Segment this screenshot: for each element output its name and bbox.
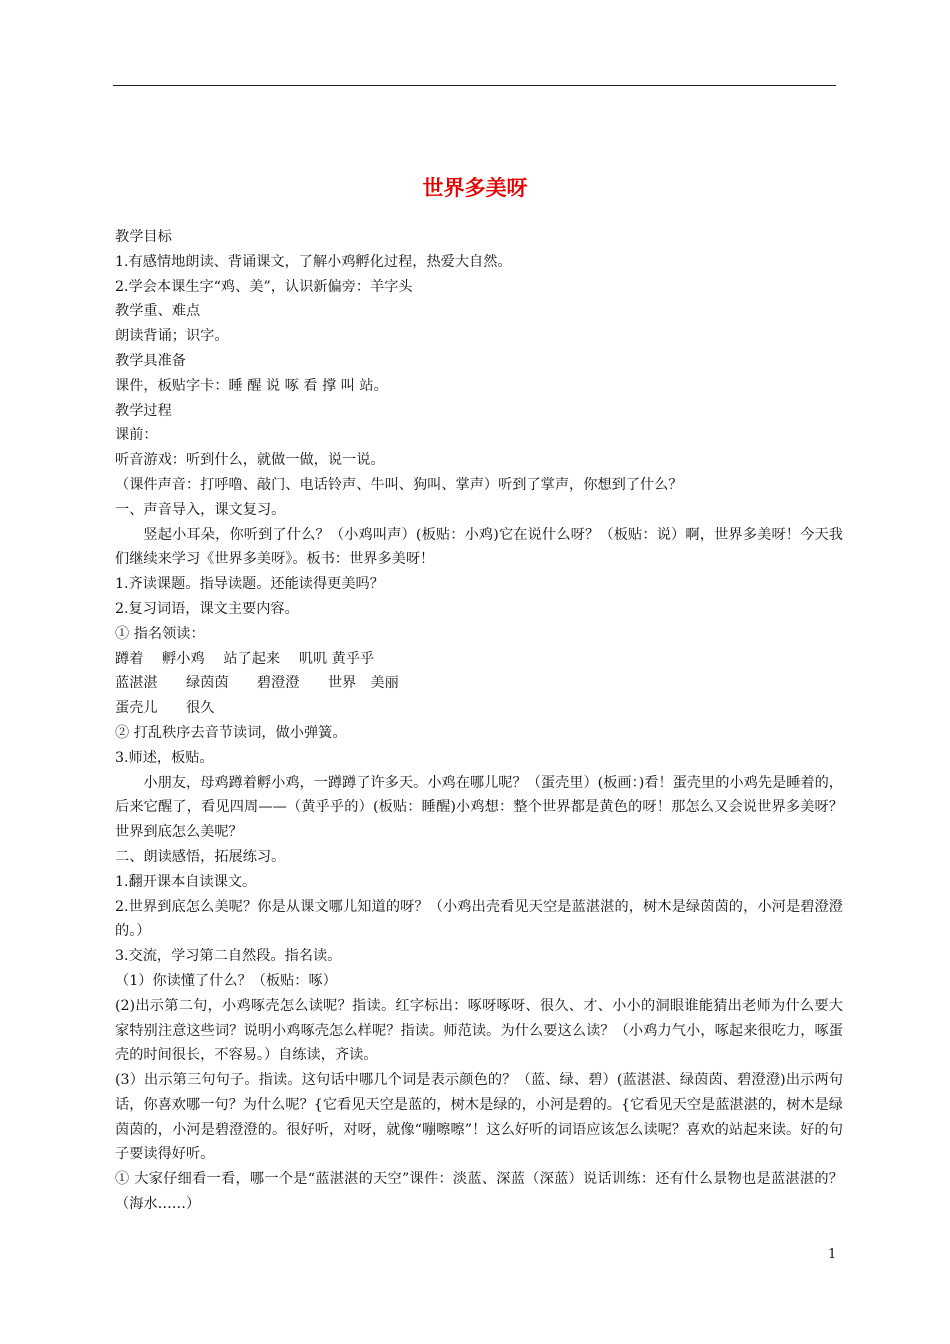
- narration-paragraph: 小朋友，母鸡蹲着孵小鸡，一蹲蹲了许多天。小鸡在哪儿呢？（蛋壳里）(板画：)看！蛋壳里的小鸡先是睡着的，后来它醒了，看见四周——（黄乎乎的）(板贴：睡醒)小鸡想：整个世界都是黄色的呀！那怎么又会说世界多美呀？世界到底怎么美呢？: [115, 774, 843, 841]
- heading-teaching-goals: 教学目标: [115, 229, 172, 245]
- question-2: (2)出示第二句，小鸡啄壳怎么读呢？指读。红字标出：啄呀啄呀、很久、才、小小的洞眼谁能猜出老师为什么要大家特别注意这些词？说明小鸡啄壳怎么样呢？指读。师范读。为什么要这么读？（小鸡力气小，啄起来很吃力，啄蛋壳的时间很长，不容易。）自练读，齐读。: [115, 997, 843, 1064]
- step-1: 1.齐读课题。指导读题。还能读得更美吗？: [115, 576, 384, 593]
- read-step-1: 1.翻开课本自读课文。: [115, 873, 257, 890]
- step-3: 3.师述，板贴。: [115, 749, 214, 766]
- heading-materials: 教学具准备: [115, 352, 186, 369]
- document-title: 世界多美呀: [422, 176, 528, 200]
- goal-item-2: 2.学会本课生字“鸡、美”，认识新偏旁：羊字头: [115, 278, 413, 295]
- intro-paragraph: 竖起小耳朵，你听到了什么？（小鸡叫声）(板贴：小鸡)它在说什么呀？（板贴：说）啊，世界多美呀！今天我们继续来学习《世界多美呀》。板书：世界多美呀！: [115, 526, 843, 568]
- question-3-sub-1: ① 大家仔细看一看，哪一个是“蓝湛湛的天空”课件：淡蓝、深蓝（深蓝）说话训练：还有什么景物也是蓝湛湛的？（海水……）: [115, 1171, 843, 1213]
- read-step-2: 2.世界到底怎么美呢？你是从课文哪儿知道的呀？（小鸡出壳看见天空是蓝湛湛的，树木是绿茵茵的，小河是碧澄澄的。）: [115, 898, 843, 940]
- question-3: (3）出示第三句句子。指读。这句话中哪几个词是表示颜色的？（蓝、绿、碧）(蓝湛湛、绿茵茵、碧澄澄)出示两句话，你喜欢哪一句？为什么呢？{它看见天空是蓝的，树木是绿的，小河是碧的。{它看见天空是蓝湛湛的，树木是绿茵茵的，小河是碧澄澄的。很好听，对呀，就像“嘣嚓嚓”！这么好听的词语应该怎么读呢？喜欢的站起来读。好的句子要读得好听。: [115, 1072, 843, 1163]
- key-points-text: 朗读背诵；识字。: [115, 328, 229, 345]
- word-row-2: 蓝湛湛 绿茵茵 碧澄澄 世界 美丽: [115, 675, 399, 692]
- question-1: （1）你读懂了什么？（板贴：啄）: [115, 972, 337, 989]
- listening-game: 听音游戏：听到什么，就做一做，说一说。: [115, 452, 385, 469]
- page-number: 1: [828, 1247, 837, 1262]
- read-step-3: 3.交流，学习第二自然段。指名读。: [115, 948, 342, 965]
- sub-step-1: ① 指名领读：: [115, 625, 205, 642]
- goal-item-1: 1.有感情地朗读、背诵课文，了解小鸡孵化过程，热爱大自然。: [115, 253, 512, 270]
- word-row-1: 蹲着 孵小鸡 站了起来 叽叽 黄乎乎: [115, 650, 375, 667]
- heading-process: 教学过程: [115, 402, 172, 419]
- section-2-heading: 二、朗读感悟，拓展练习。: [115, 848, 286, 865]
- materials-text: 课件，板贴字卡：睡 醒 说 啄 看 撑 叫 站。: [115, 377, 388, 394]
- header-rule: [113, 85, 836, 86]
- step-2: 2.复习词语，课文主要内容。: [115, 600, 299, 617]
- document-body: [115, 225, 843, 1217]
- sub-step-2: ② 打乱秩序去音节读词，做小弹簧。: [115, 724, 347, 741]
- courseware-sounds: （课件声音：打呼噜、敲门、电话铃声、牛叫、狗叫、掌声）听到了掌声，你想到了什么？: [115, 476, 683, 493]
- section-1-heading: 一、声音导入，课文复习。: [115, 501, 286, 518]
- heading-key-points: 教学重、难点: [115, 303, 201, 320]
- word-row-3: 蛋壳儿 很久: [115, 700, 215, 717]
- pre-class-label: 课前：: [115, 427, 158, 444]
